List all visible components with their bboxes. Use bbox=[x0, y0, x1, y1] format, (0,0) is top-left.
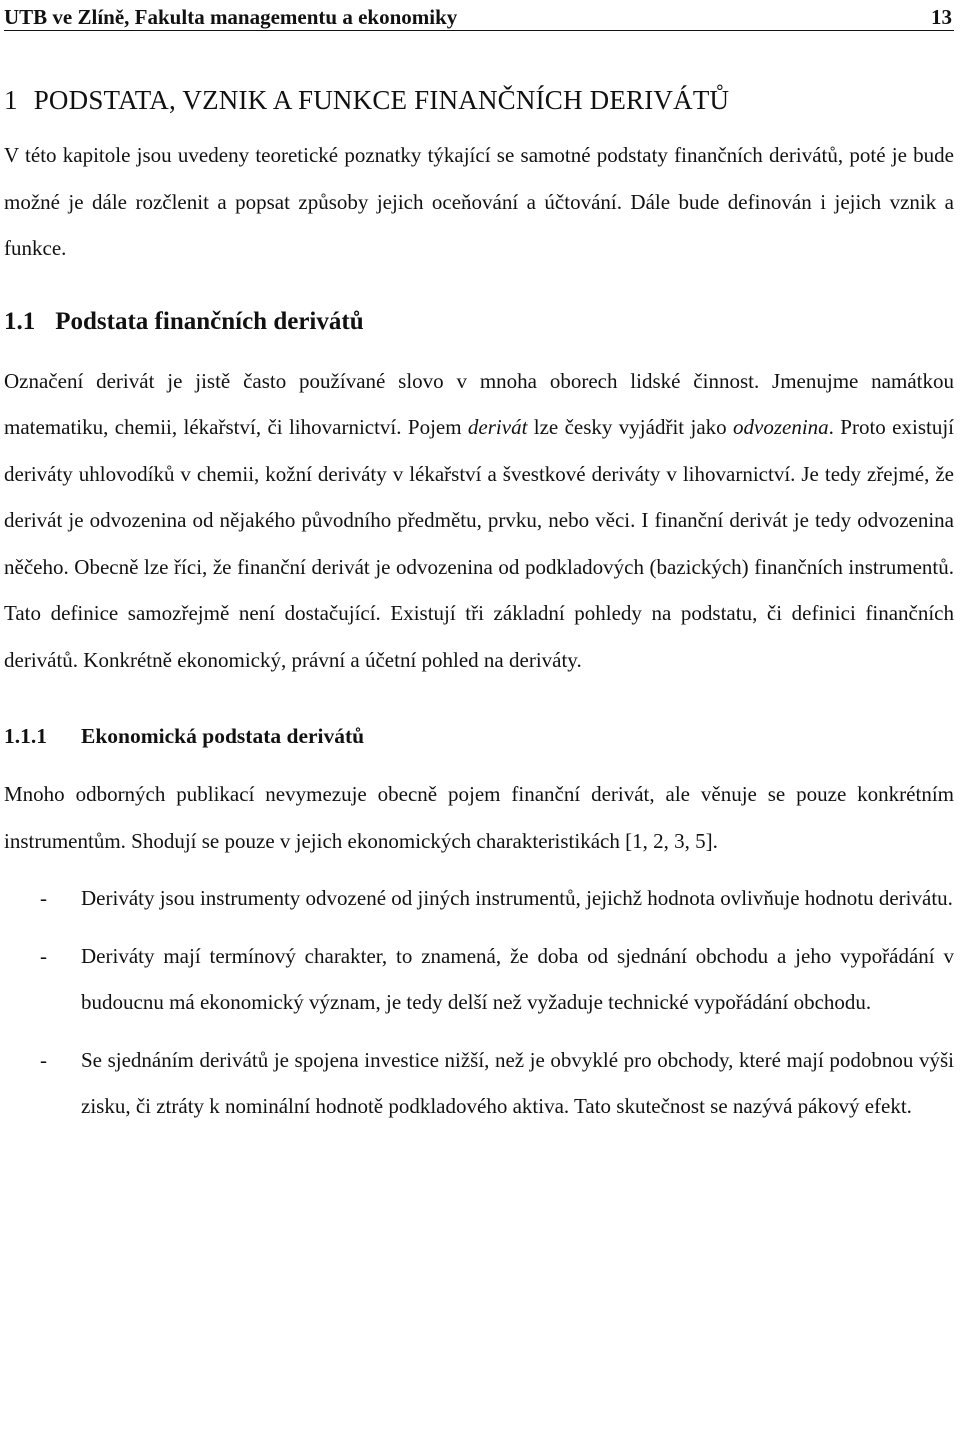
chapter-heading bbox=[4, 83, 954, 117]
list-item bbox=[4, 875, 954, 922]
section-number: 1.1 bbox=[4, 307, 36, 335]
list-item bbox=[4, 1037, 954, 1130]
subsection-title: Ekonomická podstata derivátů bbox=[81, 724, 365, 748]
list-item-text: Se sjednáním derivátů je spojena investice nižší, než je obvyklé pro obchody, které mají podobnou výši zisku, či ztráty k nominální hodnotě podkladového aktiva. Tato skutečnost se nazývá pákový efekt. bbox=[81, 1047, 954, 1118]
list-item-text: Deriváty jsou instrumenty odvozené od jiných instrumentů, jejichž hodnota ovlivňuje hodnotu derivátu. bbox=[81, 886, 953, 910]
subsection-heading bbox=[4, 721, 954, 751]
header-institution: UTB ve Zlíně, Fakulta managementu a ekonomiky bbox=[4, 5, 458, 29]
bullet-dash: - bbox=[40, 943, 47, 968]
page-number: 13 bbox=[931, 5, 952, 29]
list-item bbox=[4, 933, 954, 1026]
bullet-dash: - bbox=[40, 1047, 47, 1072]
section-heading bbox=[4, 306, 954, 338]
text-run: Označení derivát je jistě často používané slovo v mnoha oborech lidské činnost. Jmenujme namátkou matematiku, chemii, lékařství, či lihovarnictví. Pojem bbox=[4, 368, 954, 439]
chapter-title: PODSTATA, VZNIK A FUNKCE FINANČNÍCH DERIVÁTŮ bbox=[33, 85, 730, 115]
text-run: lze česky vyjádřit jako bbox=[527, 415, 734, 439]
text-run: . Proto existují deriváty uhlovodíků v chemii, kožní deriváty v lékařství a švestkové deriváty v lihovarnictví. Je tedy zřejmé, že derivát je odvozenina od nějakého původního předmětu, prvku, nebo věci. I finanční derivát je tedy odvozenina něčeho. Obecně lze říci, že finanční derivát je odvozenina od podkladových (bazických) finančních instrumentů. Tato definice samozřejmě není dostačující. Existují tři základní pohledy na podstatu, či definici finančních derivátů. Konkrétně ekonomický, právní a účetní pohled na deriváty. bbox=[4, 415, 954, 672]
list-item-text: Deriváty mají termínový charakter, to znamená, že doba od sjednání obchodu a jeho vypořádání v budoucnu má ekonomický význam, je tedy delší než vyžaduje technické vypořádání obchodu. bbox=[81, 943, 954, 1014]
subsection-paragraph: Mnoho odborných publikací nevymezuje obecně pojem finanční derivát, ale věnuje se pouze konkrétním instrumentům. Shodují se pouze v jejich ekonomických charakteristikách [1, 2, 3, 5]. bbox=[4, 782, 954, 853]
chapter-number: 1 bbox=[4, 85, 18, 115]
section-title: Podstata finančních derivátů bbox=[55, 307, 364, 335]
running-header bbox=[4, 0, 954, 31]
italic-term-odvozenina: odvozenina bbox=[733, 415, 829, 439]
characteristics-list bbox=[4, 875, 954, 1130]
bullet-dash: - bbox=[40, 886, 47, 910]
italic-term-derivat: derivát bbox=[467, 415, 528, 439]
section-paragraph bbox=[4, 358, 954, 684]
subsection-number: 1.1.1 bbox=[4, 724, 47, 748]
chapter-intro-paragraph: V této kapitole jsou uvedeny teoretické poznatky týkající se samotné podstaty finančních derivátů, poté je bude možné je dále rozčlenit a popsat způsoby jejich oceňování a účtování. Dále bude definován i jejich vznik a funkce. bbox=[4, 143, 954, 260]
